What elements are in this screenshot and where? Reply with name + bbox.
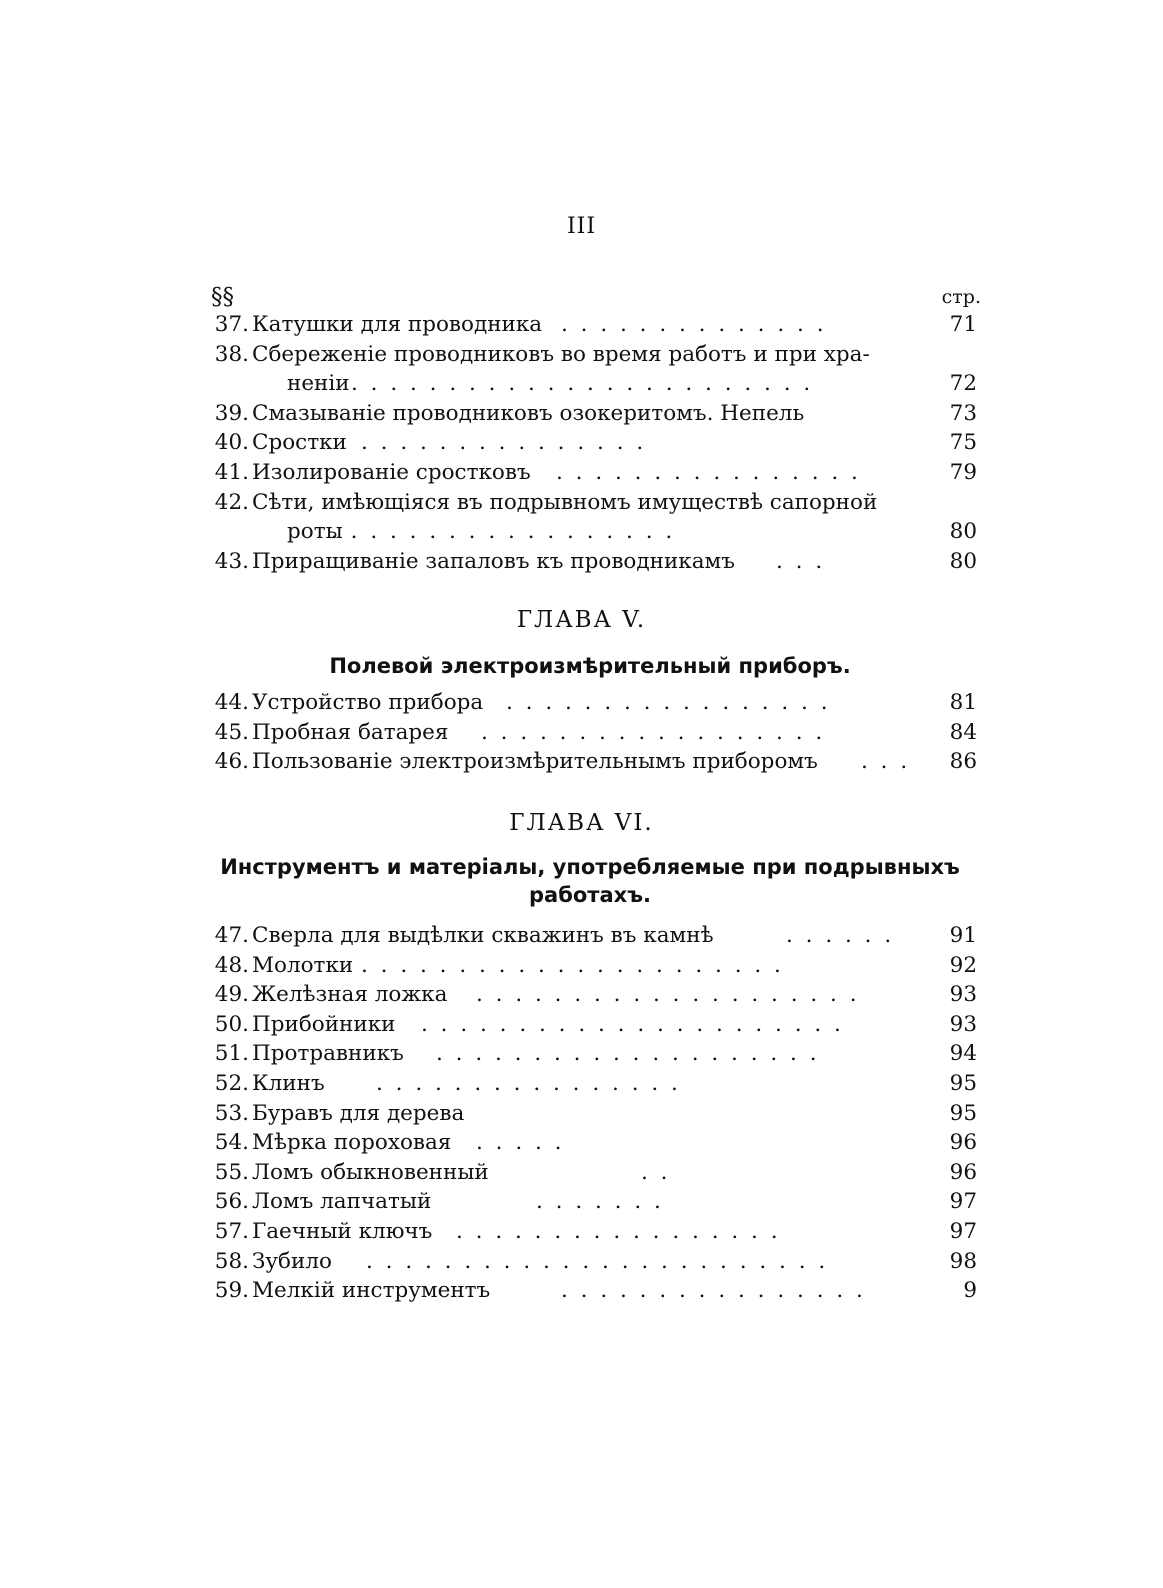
dot-leader: . . . . . . . . . . . . . . . . . . <box>481 719 826 745</box>
page-number: III <box>566 214 597 239</box>
entry-number: 56. <box>214 1189 249 1215</box>
entry-number: 51. <box>214 1041 249 1067</box>
dot-leader: . . . . . . . . . . . . . . . . <box>561 1278 866 1304</box>
entry-page: 98 <box>949 1248 977 1274</box>
toc-entry <box>211 688 981 718</box>
toc-entry <box>211 458 981 488</box>
entry-number: 44. <box>214 690 249 715</box>
entry-page: 81 <box>949 690 977 715</box>
toc-entry <box>211 399 981 429</box>
entry-title: Мѣрка пороховая <box>252 1130 452 1156</box>
dot-leader: . . . . . . . . . . . . . . . . . . . . . . <box>421 1011 844 1037</box>
entry-page: 93 <box>949 982 977 1008</box>
toc-entry <box>211 488 981 518</box>
chapter-v-title: Полевой электроизмѣрительный приборъ. <box>329 654 851 678</box>
entry-title: Приращиваніе запаловъ къ проводникамъ <box>252 548 735 574</box>
entry-number: 42. <box>214 489 249 515</box>
toc-section-a <box>211 310 981 576</box>
toc-header <box>211 284 981 312</box>
entry-title: Прибойники <box>252 1011 396 1037</box>
dot-leader: . . . . . . . . . . . . . . . . . . . . <box>476 982 860 1008</box>
entry-number: 48. <box>214 952 249 978</box>
entry-page: 97 <box>949 1218 977 1244</box>
entry-title: Молотки <box>252 952 354 978</box>
entry-page: 97 <box>949 1189 977 1215</box>
chapter-vi-heading: ГЛАВА VI. <box>509 810 654 836</box>
entry-page: 75 <box>949 430 977 456</box>
dot-leader: . . . . . . . . . . . . . . . . . . <box>331 519 676 545</box>
toc-section-c <box>211 921 981 1306</box>
toc-entry <box>211 951 981 981</box>
entry-title: Ломъ обыкновенный <box>252 1159 489 1185</box>
entry-page: 84 <box>949 719 977 745</box>
toc-entry <box>211 1010 981 1040</box>
entry-page: 96 <box>949 1159 977 1185</box>
entry-title: Сбереженіе проводниковъ во время работъ и при хра- <box>252 341 870 367</box>
entry-number: 38. <box>214 341 249 367</box>
entry-number: 40. <box>214 430 249 456</box>
entry-page: 91 <box>949 923 977 948</box>
entry-title: Смазываніе проводниковъ озокеритомъ. Непель <box>252 400 805 426</box>
toc-entry <box>211 1276 981 1306</box>
entry-page: 94 <box>949 1041 977 1067</box>
entry-number: 39. <box>214 400 249 426</box>
entry-page: 71 <box>949 312 977 337</box>
entry-title: Пользованіе электроизмѣрительнымъ приборомъ <box>252 749 818 775</box>
entry-title: Буравъ для дерева <box>252 1100 465 1126</box>
dot-leader: . . . . . . . . . . . . . . . . . <box>456 1218 781 1244</box>
entry-page: 80 <box>949 519 977 545</box>
entry-number: 54. <box>214 1130 249 1156</box>
entry-page: 73 <box>949 400 977 426</box>
entry-title: Зубило <box>252 1248 332 1274</box>
entry-number: 46. <box>214 749 249 775</box>
entry-number: 58. <box>214 1248 249 1274</box>
entry-number: 59. <box>214 1278 249 1304</box>
entry-page: 95 <box>949 1100 977 1126</box>
entry-number: 57. <box>214 1218 249 1244</box>
entry-page: 95 <box>949 1070 977 1096</box>
toc-entry <box>211 1099 981 1129</box>
entry-page: 96 <box>949 1130 977 1156</box>
page-column-label: стр. <box>941 286 981 308</box>
entry-page: 72 <box>949 371 977 397</box>
dot-leader: . . . . . . . . . . . . . . . . . . . . <box>436 1041 820 1067</box>
toc-entry <box>211 1128 981 1158</box>
dot-leader: . . . <box>776 548 826 574</box>
entry-title: неніи <box>287 371 350 397</box>
entry-number: 53. <box>214 1100 249 1126</box>
dot-leader: . . . . . . . . . . . . . . . . . <box>506 690 831 715</box>
dot-leader: . . . . . . . <box>536 1189 664 1215</box>
entry-title: Протравникъ <box>252 1041 404 1067</box>
toc-section-b <box>211 688 981 777</box>
toc-entry <box>211 921 981 951</box>
toc-entry <box>211 1158 981 1188</box>
dot-leader: . . . <box>861 749 911 775</box>
dot-leader: . . . . . . . . . . . . . . . . <box>376 1070 681 1096</box>
toc-entry <box>211 1217 981 1247</box>
entry-title: Сверла для выдѣлки скважинъ въ камнѣ <box>252 923 714 948</box>
section-mark: §§ <box>211 284 234 310</box>
dot-leader: . . . . . <box>476 1130 565 1156</box>
toc-entry <box>211 1187 981 1217</box>
toc-entry <box>211 428 981 458</box>
toc-entry <box>211 517 981 547</box>
dot-leader: . . . . . . . . . . . . . . . . <box>556 459 861 485</box>
toc-entry <box>211 1247 981 1277</box>
entry-title: Устройство прибора <box>252 690 484 715</box>
entry-number: 52. <box>214 1070 249 1096</box>
entry-page: 92 <box>949 952 977 978</box>
chapter-v-heading: ГЛАВА V. <box>516 607 647 633</box>
dot-leader: . . . . . . . . . . . . . . . <box>361 430 647 456</box>
toc-entry <box>211 980 981 1010</box>
entry-page: 9 <box>963 1278 977 1304</box>
entry-title: роты <box>287 519 343 545</box>
entry-title: Мелкій инструментъ <box>252 1278 491 1304</box>
dot-leader: . . . . . . . . . . . . . . . . . . . . . . . . <box>351 371 814 397</box>
toc-entry <box>211 1039 981 1069</box>
entry-page: 86 <box>949 749 977 775</box>
dot-leader: . . <box>641 1159 671 1185</box>
toc-entry <box>211 369 981 399</box>
entry-number: 37. <box>214 312 249 337</box>
dot-leader: . . . . . . . . . . . . . . <box>561 312 827 337</box>
toc-entry <box>211 310 981 340</box>
entry-number: 41. <box>214 459 249 485</box>
toc-entry <box>211 718 981 748</box>
dot-leader: . . . . . . . . . . . . . . . . . . . . . . . . <box>366 1248 829 1274</box>
entry-title: Сростки <box>252 430 347 456</box>
entry-number: 55. <box>214 1159 249 1185</box>
entry-page: 79 <box>949 459 977 485</box>
dot-leader: . . . . . . . . . . . . . . . . . . . . . . <box>361 952 784 978</box>
entry-title: Катушки для проводника <box>252 312 543 337</box>
entry-page: 93 <box>949 1011 977 1037</box>
entry-number: 43. <box>214 548 249 574</box>
entry-title: Пробная батарея <box>252 719 449 745</box>
entry-title: Ломъ лапчатый <box>252 1189 432 1215</box>
entry-title: Желѣзная ложка <box>252 982 448 1008</box>
entry-title: Сѣти, имѣющіяся въ подрывномъ имуществѣ сапорной <box>252 489 878 515</box>
entry-number: 47. <box>214 923 249 948</box>
entry-title: Изолированіе сростковъ <box>252 459 531 485</box>
entry-number: 45. <box>214 719 249 745</box>
entry-title: Клинъ <box>252 1070 325 1096</box>
toc-entry <box>211 747 981 777</box>
toc-entry <box>211 547 981 577</box>
chapter-vi-title: Инструментъ и матеріалы, употребляемые при подрывныхъ работахъ. <box>220 855 960 907</box>
dot-leader: . . . . . . <box>786 923 895 948</box>
entry-title: Гаечный ключъ <box>252 1218 433 1244</box>
entry-number: 49. <box>214 982 249 1008</box>
toc-entry <box>211 1069 981 1099</box>
entry-number: 50. <box>214 1011 249 1037</box>
toc-entry <box>211 340 981 370</box>
entry-page: 80 <box>949 548 977 574</box>
